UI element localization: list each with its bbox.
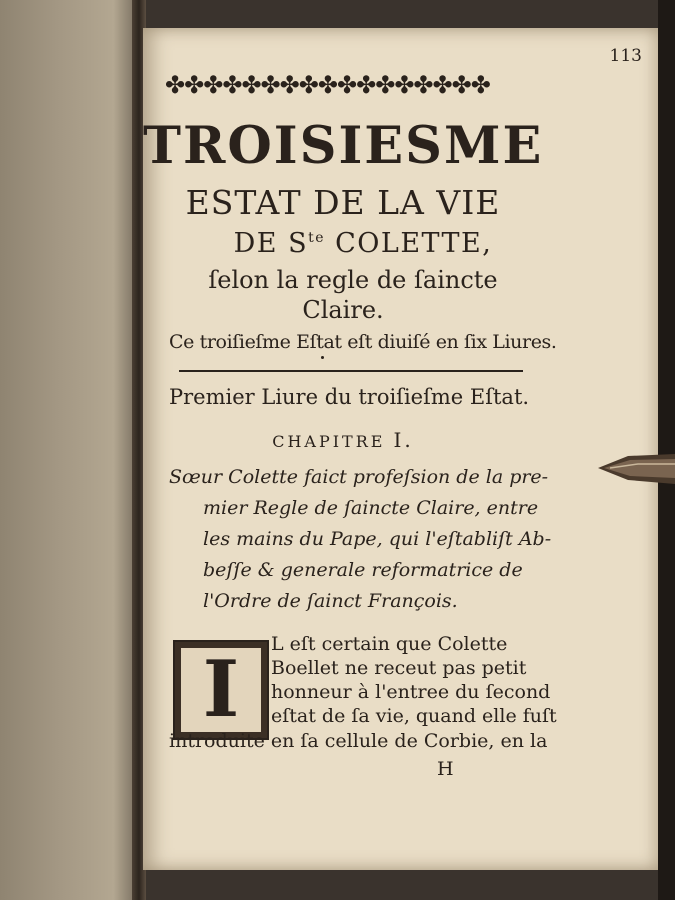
horizontal-rule (179, 370, 523, 372)
title-line-2-suffix: COLETTE, (325, 228, 493, 259)
title-sub: ESTAT DE LA VIE (185, 183, 501, 222)
page-marker-icon (598, 448, 675, 488)
body-line: eſtat de ſa vie, quand elle fuſt (271, 705, 557, 727)
title-line-3: ſelon la regle de ſaincte (208, 266, 498, 294)
catchword: H (437, 758, 454, 780)
summary-line: mier Regle de ſaincte Claire, entre (203, 497, 539, 519)
chapter-heading (143, 428, 543, 452)
chapter-label: CHAPITRE (272, 432, 386, 451)
title-line-4: Claire. (302, 296, 384, 324)
book-page (143, 28, 658, 870)
ornament-dot (321, 356, 324, 359)
summary-line: l'Ordre de ſainct François. (203, 590, 458, 612)
division-note: Ce troiſieſme Eſtat eſt diuiſé en ſix Liures. (169, 331, 557, 353)
title-main: TROISIESME (143, 116, 544, 176)
page-number: 113 (609, 46, 642, 66)
summary-line: beſſe & generale reformatrice de (203, 559, 523, 581)
body-line: Boellet ne receut pas petit (271, 657, 527, 679)
chapter-number: I. (393, 428, 414, 452)
title-line-2-sup: te (308, 230, 326, 246)
drop-cap-initial (173, 640, 269, 740)
chapter-summary (169, 462, 552, 617)
body-line: L eſt certain que Colette (271, 633, 508, 655)
body-text (271, 632, 557, 728)
title-line-2-prefix: DE S (233, 228, 309, 259)
book-title: Premier Liure du troiſieſme Eſtat. (169, 385, 530, 409)
left-page (0, 0, 142, 900)
summary-line: Sœur Colette faict profeſsion de la pre- (169, 466, 549, 488)
fleuron-band-icon: ✤✤✤✤✤✤✤✤✤✤✤✤✤✤✤✤✤ (165, 71, 490, 99)
drop-cap-letter: I (181, 648, 261, 732)
body-last-line: introduite en ſa cellule de Corbie, en la (169, 730, 548, 752)
body-line: honneur à l'entree du ſecond (271, 681, 551, 703)
summary-line: les mains du Pape, qui l'eſtabliſt Ab- (203, 528, 552, 550)
title-line-2 (163, 228, 563, 259)
